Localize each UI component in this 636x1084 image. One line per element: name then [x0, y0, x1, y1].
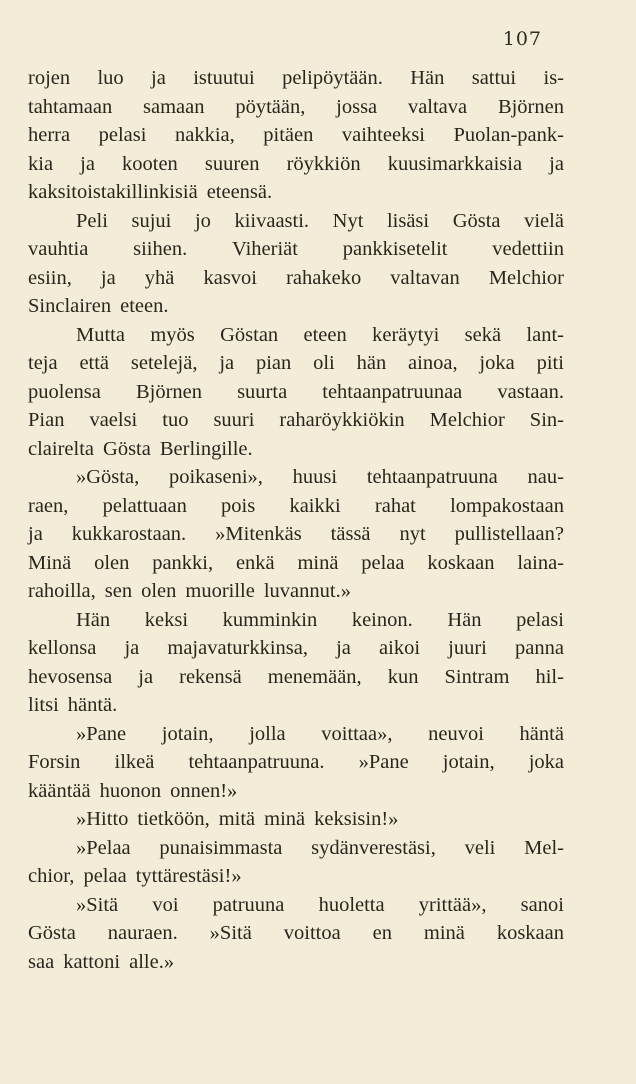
word: pullistellaan?: [454, 523, 564, 545]
word: pois: [221, 494, 256, 517]
text-line: [28, 577, 564, 606]
word: Melchior: [429, 409, 505, 431]
word: hil-: [535, 665, 564, 688]
word: lisäsi: [386, 209, 430, 232]
word: panna: [515, 637, 564, 659]
word: poikaseni»,: [168, 466, 263, 488]
word: hän: [356, 352, 387, 374]
text-line: [28, 349, 564, 378]
word: valtava: [407, 95, 468, 118]
word: Peli: [76, 209, 108, 232]
text-line: [28, 64, 564, 93]
word: »Hitto: [76, 808, 129, 830]
word: vauhtia: [28, 238, 89, 260]
word: ja: [124, 637, 140, 659]
word: clairelta: [28, 437, 95, 460]
word: kukkarostaan.: [71, 523, 187, 545]
word: alle.»: [129, 950, 175, 973]
word: »Gösta,: [76, 466, 140, 488]
word: mitä: [218, 808, 256, 830]
word: Puolan-pank-: [453, 124, 564, 146]
word: kääntää: [28, 779, 91, 802]
word: nauraen.: [107, 922, 178, 944]
word: Sintram: [444, 665, 510, 688]
word: suuren: [204, 152, 260, 175]
text-line: [28, 321, 564, 350]
word: en: [372, 922, 392, 944]
word: ja: [336, 637, 351, 659]
word: rekensä: [179, 665, 242, 688]
word: litsi: [28, 694, 59, 716]
word: punaisimmasta: [159, 836, 283, 859]
word: olen: [141, 580, 177, 602]
word: kumminkin: [222, 608, 318, 631]
word: Sinclairen: [28, 295, 112, 317]
word: sekä: [464, 323, 502, 346]
word: »Sitä: [209, 922, 252, 944]
word: Sin-: [529, 409, 564, 431]
word: keräytyi: [372, 323, 440, 346]
word: eteen: [303, 323, 347, 346]
word: vielä: [524, 209, 564, 232]
word: sanoi: [520, 893, 564, 916]
word: myös: [150, 323, 195, 346]
word: lant-: [526, 323, 564, 346]
word: minä: [264, 808, 306, 830]
text-line: [28, 919, 564, 948]
word: koskaan: [427, 551, 495, 574]
word: häntä.: [67, 694, 118, 716]
word: minä: [297, 551, 339, 574]
word: ja: [151, 67, 166, 89]
word: pelasi: [516, 608, 564, 631]
word: Forsin: [28, 751, 81, 773]
word: huusi: [292, 466, 338, 488]
word: olen: [94, 551, 130, 574]
text-line: [28, 93, 564, 122]
word: Göstan: [220, 323, 279, 346]
word: tuo: [162, 409, 189, 431]
word: kasvoi: [203, 266, 258, 289]
word: tyttärestäsi!»: [135, 865, 242, 887]
word: setelejä,: [130, 352, 198, 374]
word: Minä: [28, 551, 72, 574]
word: teja: [28, 352, 58, 374]
word: kun: [387, 665, 419, 688]
word: ja: [219, 352, 235, 374]
text-line: [28, 891, 564, 920]
text-line: [28, 406, 564, 435]
word: koskaan: [496, 922, 564, 944]
word: luo: [97, 67, 124, 89]
word: tehtaanpatruuna.: [188, 751, 325, 773]
word: että: [79, 352, 110, 374]
word: Viheriät: [232, 238, 298, 260]
word: Mel-: [524, 836, 564, 859]
word: Gösta: [103, 437, 151, 460]
word: sattui: [471, 67, 517, 89]
word: häntä: [519, 722, 564, 745]
word: enkä: [235, 551, 275, 574]
word: laina-: [517, 551, 564, 574]
text-line: [28, 463, 564, 492]
word: pelaa: [83, 865, 127, 887]
word: vedettiin: [492, 238, 564, 260]
word: nyt: [399, 523, 426, 545]
word: suurta: [237, 380, 288, 403]
word: rahakeko: [286, 266, 362, 289]
word: samaan: [143, 95, 205, 118]
word: pöytään,: [235, 95, 306, 118]
word: eteen.: [120, 295, 169, 317]
text-line: [28, 777, 564, 806]
word: pelaa: [361, 551, 405, 574]
word: istuutui: [193, 67, 255, 89]
word: jolla: [249, 722, 286, 745]
text-line: [28, 634, 564, 663]
word: pitäen: [263, 124, 314, 146]
word: rahat: [374, 494, 416, 517]
word: onnen!»: [170, 779, 238, 802]
word: tahtamaan: [28, 95, 113, 118]
word: chior,: [28, 865, 75, 887]
word: jo: [194, 209, 211, 232]
word: Pian: [28, 409, 65, 431]
word: kaksitoistakillinkisiä: [28, 181, 198, 203]
word: hevosensa: [28, 665, 113, 688]
word: pelasi: [98, 124, 147, 146]
word: Hän: [447, 608, 482, 631]
word: Melchior: [488, 266, 564, 289]
word: patruuna: [212, 893, 285, 916]
word: rojen: [28, 67, 71, 89]
word: majavaturkkinsa,: [167, 637, 308, 659]
text-line: [28, 663, 564, 692]
word: keksi: [144, 608, 189, 631]
text-line: [28, 150, 564, 179]
word: ilkeä: [114, 751, 155, 773]
word: pankkisetelit: [342, 238, 448, 260]
word: huonon: [99, 779, 162, 802]
word: pelipöytään.: [282, 67, 383, 89]
text-line: [28, 805, 564, 834]
word: ja: [28, 523, 43, 545]
text-line: [28, 121, 564, 150]
word: herra: [28, 124, 71, 146]
word: joka: [479, 352, 515, 374]
word: rahoilla,: [28, 580, 96, 602]
word: Mutta: [76, 323, 125, 346]
text-line: [28, 691, 564, 720]
word: sydänverestäsi,: [311, 836, 436, 859]
word: neuvoi: [428, 722, 484, 745]
word: pankki,: [152, 551, 214, 574]
text-line: [28, 378, 564, 407]
word: kuusimarkkaisia: [387, 152, 523, 175]
word: pelattuaan: [102, 494, 187, 517]
word: tietköön,: [137, 808, 210, 830]
word: vastaan.: [497, 380, 564, 403]
word: Björnen: [135, 380, 202, 403]
word: suuri: [213, 409, 255, 431]
word: »Pelaa: [76, 836, 131, 859]
word: menemään,: [267, 665, 362, 688]
word: kaikki: [289, 494, 341, 517]
word: aikoi: [379, 637, 421, 659]
word: kooten: [122, 152, 178, 175]
word: tehtaanpatruunaa: [322, 380, 463, 403]
word: minä: [423, 922, 465, 944]
word: röykkiön: [286, 152, 361, 175]
word: pian: [255, 352, 292, 374]
word: nakkia,: [174, 124, 235, 146]
word: sujui: [131, 209, 172, 232]
word: muorille: [185, 580, 255, 602]
word: Hän: [410, 67, 445, 89]
word: is-: [543, 67, 564, 89]
text-line: [28, 748, 564, 777]
word: »Pane: [358, 751, 409, 773]
text-line: [28, 720, 564, 749]
text-line: [28, 292, 564, 321]
word: raharöykkiökin: [279, 409, 405, 431]
word: Berlingille.: [159, 437, 253, 460]
word: Gösta: [28, 922, 76, 944]
word: ainoa,: [408, 352, 458, 374]
word: sen: [104, 580, 133, 602]
word: »Mitenkäs: [215, 523, 302, 545]
word: keinon.: [351, 608, 413, 631]
word: saa: [28, 950, 55, 973]
word: valtavan: [390, 266, 460, 289]
text-line: [28, 235, 564, 264]
word: Hän: [76, 608, 111, 631]
word: luvannut.»: [263, 580, 351, 602]
word: keksisin!»: [314, 808, 399, 830]
word: oli: [313, 352, 335, 374]
word: juuri: [448, 637, 487, 659]
word: Björnen: [497, 95, 564, 118]
word: jotain,: [442, 751, 495, 773]
page-number: 107: [502, 28, 542, 50]
body-text: [28, 64, 564, 976]
word: eteensä.: [206, 181, 273, 203]
word: ja: [80, 152, 95, 175]
text-line: [28, 549, 564, 578]
text-line: [28, 862, 564, 891]
word: nau-: [527, 466, 564, 488]
text-line: [28, 948, 564, 977]
word: kia: [28, 152, 54, 175]
word: esiin,: [28, 266, 72, 289]
word: vaelsi: [89, 409, 138, 431]
word: voittaa»,: [321, 722, 393, 745]
text-line: [28, 492, 564, 521]
word: ja: [100, 266, 116, 289]
word: Gösta: [452, 209, 501, 232]
text-line: [28, 834, 564, 863]
word: »Sitä: [76, 893, 119, 916]
word: kattoni: [63, 950, 121, 973]
text-line: [28, 178, 564, 207]
word: puolensa: [28, 380, 101, 403]
word: yhä: [144, 266, 175, 289]
word: lompakostaan: [450, 494, 564, 517]
word: piti: [536, 352, 564, 374]
word: jossa: [336, 95, 378, 118]
word: voittoa: [283, 922, 341, 944]
text-line: [28, 264, 564, 293]
text-line: [28, 520, 564, 549]
word: veli: [464, 836, 496, 859]
word: kiivaasti.: [234, 209, 310, 232]
text-line: [28, 435, 564, 464]
word: huoletta: [318, 893, 385, 916]
word: »Pane: [76, 722, 127, 745]
word: ja: [138, 665, 154, 688]
word: yrittää»,: [418, 893, 487, 916]
word: kellonsa: [28, 637, 97, 659]
word: siihen.: [133, 238, 188, 260]
text-line: [28, 606, 564, 635]
word: jotain,: [161, 722, 214, 745]
word: joka: [528, 751, 564, 773]
word: vaihteeksi: [341, 124, 425, 146]
word: ja: [549, 152, 564, 175]
word: tässä: [330, 523, 371, 545]
word: Nyt: [332, 209, 364, 232]
word: tehtaanpatruuna: [366, 466, 498, 488]
word: voi: [152, 893, 179, 916]
text-line: [28, 207, 564, 236]
word: raen,: [28, 494, 69, 517]
